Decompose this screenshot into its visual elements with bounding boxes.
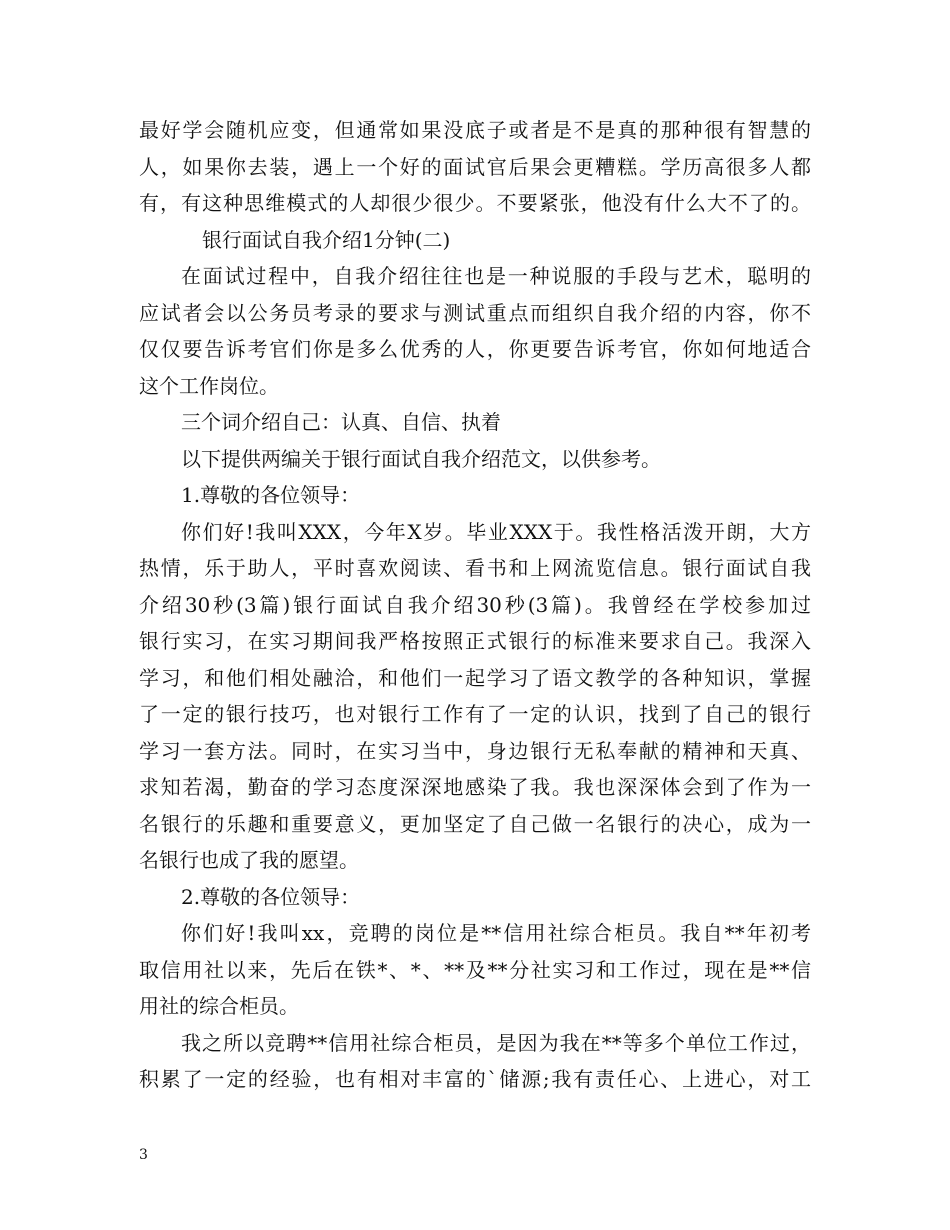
paragraph-line: 了一定的银行技巧，也对银行工作有了一定的认识，找到了自己的银行 <box>139 702 811 726</box>
paragraph-line: 名银行的乐趣和重要意义，更加坚定了自己做一名银行的决心，成为一 <box>139 811 811 836</box>
paragraph-line: 有，有这种思维模式的人却很少很少。不要紧张，他没有什么大不了的。 <box>139 191 811 215</box>
paragraph-line: 应试者会以公务员考录的要求与测试重点而组织自我介绍的内容，你不 <box>139 300 811 325</box>
paragraph-line: 仅仅要告诉考官们你是多么优秀的人，你更要告诉考官，你如何地适合 <box>139 337 811 361</box>
paragraph-line: 热情，乐于助人，平时喜欢阅读、看书和上网流览信息。银行面试自我 <box>139 556 811 580</box>
paragraph-line: 用社的综合柜员。 <box>139 994 299 1018</box>
paragraph-line: 求知若渴，勤奋的学习态度深深地感染了我。我也深深体会到了作为一 <box>139 775 811 799</box>
paragraph-line: 人，如果你去装，遇上一个好的面试官后果会更糟糕。学历高很多人都 <box>139 154 811 179</box>
paragraph-line: 你们好!我叫XXX，今年X岁。毕业XXX于。我性格活泼开朗，大方 <box>181 519 811 544</box>
paragraph-line: 以下提供两编关于银行面试自我介绍范文，以供参考。 <box>181 446 661 471</box>
paragraph-line: 积累了一定的经验，也有相对丰富的`储源;我有责任心、上进心，对工 <box>139 1067 811 1091</box>
paragraph-line: 这个工作岗位。 <box>139 373 279 398</box>
document-body <box>139 112 811 1098</box>
paragraph-line: 我之所以竞聘**信用社综合柜员，是因为我在**等多个单位工作过， <box>181 1030 811 1055</box>
paragraph-line: 你们好!我叫xx，竞聘的岗位是**信用社综合柜员。我自**年初考 <box>181 921 811 945</box>
page-number: 3 <box>139 1147 148 1163</box>
list-item-heading: 1.尊敬的各位领导： <box>181 483 361 507</box>
paragraph-line: 三个词介绍自己：认真、自信、执着 <box>181 410 501 434</box>
paragraph-line: 在面试过程中，自我介绍往往也是一种说服的手段与艺术，聪明的 <box>181 264 811 288</box>
section-heading: 银行面试自我介绍1分钟(二) <box>202 227 451 252</box>
paragraph-line: 最好学会随机应变，但通常如果没底子或者是不是真的那种很有智慧的 <box>139 118 811 142</box>
paragraph-line: 名银行也成了我的愿望。 <box>139 848 359 872</box>
list-item-heading: 2.尊敬的各位领导： <box>181 884 361 909</box>
paragraph-line: 学习，和他们相处融洽，和他们一起学习了语文教学的各种知识，掌握 <box>139 665 811 690</box>
paragraph-line: 取信用社以来，先后在铁*、*、**及**分社实习和工作过，现在是**信 <box>139 957 811 982</box>
paragraph-line: 介绍30秒(3篇)银行面试自我介绍30秒(3篇)。我曾经在学校参加过 <box>139 592 811 617</box>
paragraph-line: 银行实习，在实习期间我严格按照正式银行的标准来要求自己。我深入 <box>139 629 811 653</box>
paragraph-line: 学习一套方法。同时，在实习当中，身边银行无私奉献的精神和天真、 <box>139 738 811 763</box>
